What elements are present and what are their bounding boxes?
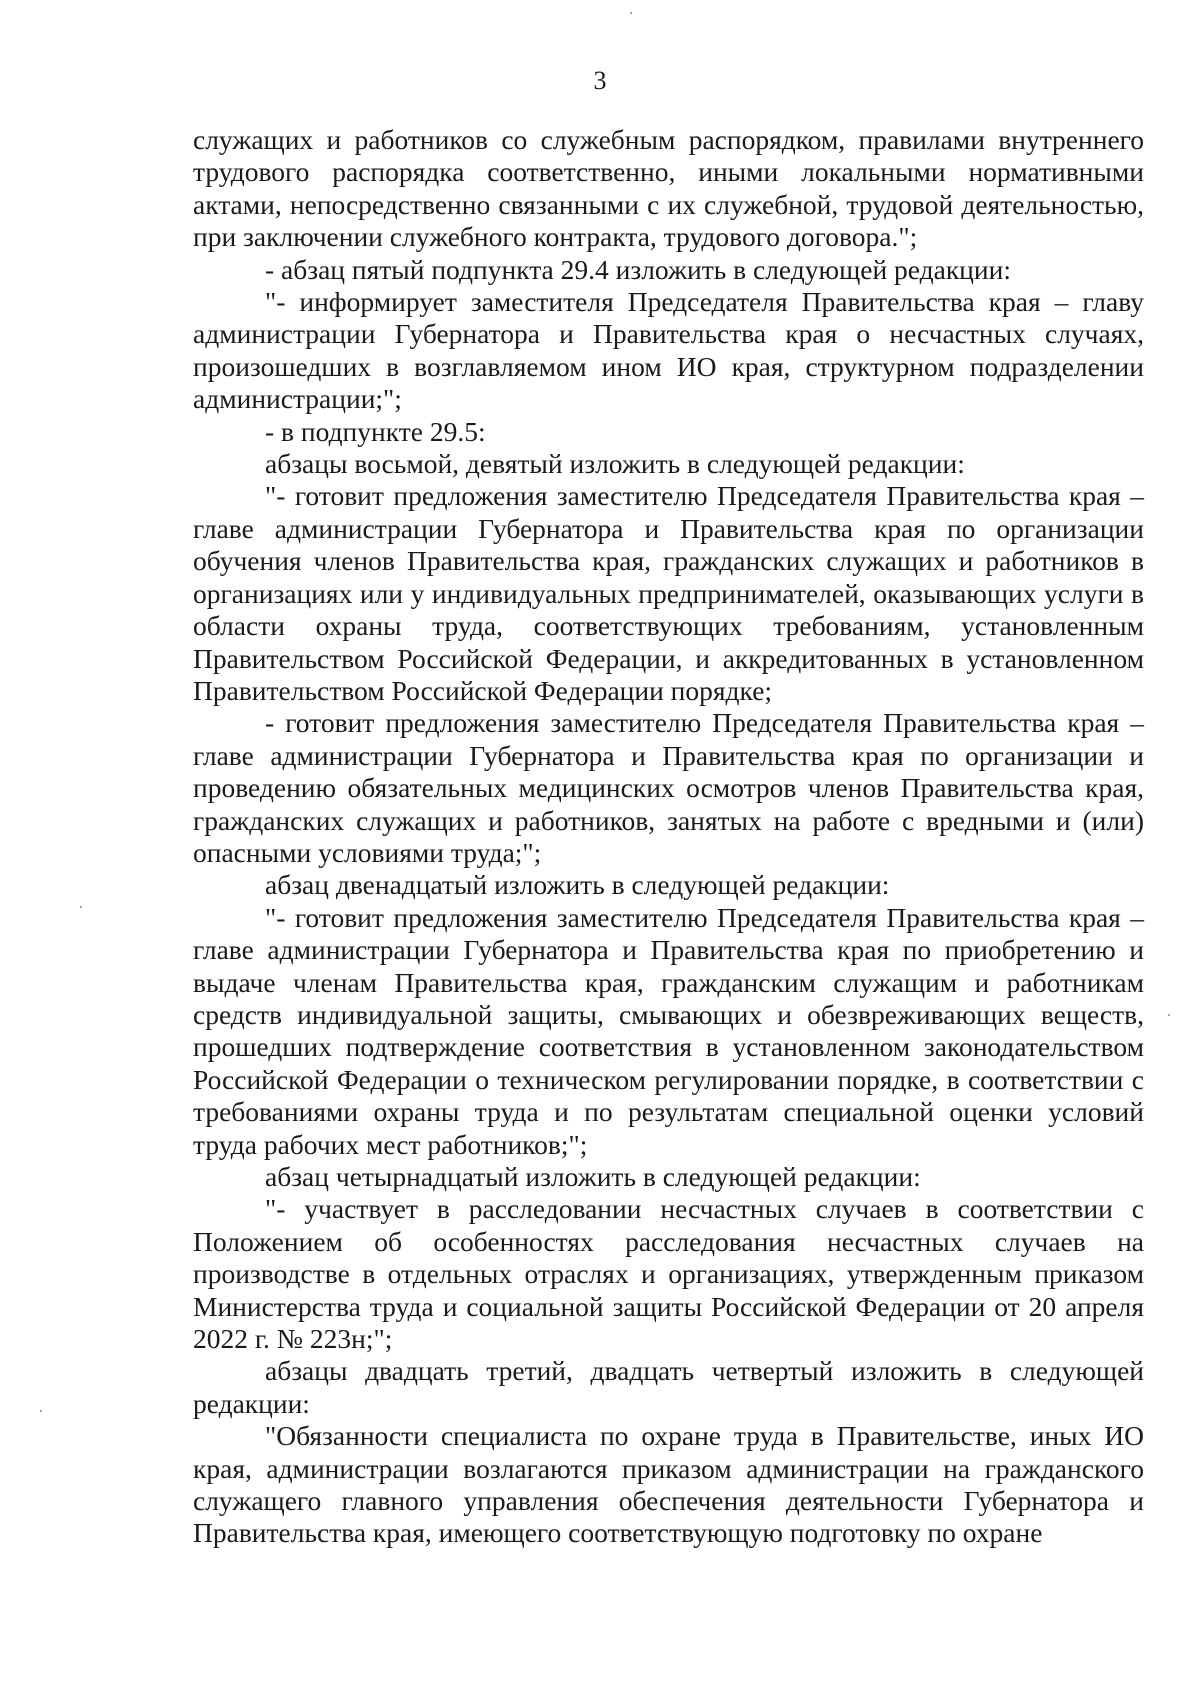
body-text — [193, 124, 1144, 1550]
scan-speck — [80, 906, 82, 908]
paragraph: "Обязанности специалиста по охране труда в Правительстве, иных ИО края, администрации возлагаются приказом администрации на гражданского служащего главного управления обеспечения деятельности Губернатора и Правительства края, имеющего соответствующую подготовку по охране — [193, 1420, 1144, 1549]
paragraph: абзац четырнадцатый изложить в следующей редакции: — [265, 1161, 921, 1192]
paragraph: "- информирует заместителя Председателя Правительства края – главу администрации Губернатора и Правительства края о несчастных случаях, произошедших в возглавляемом ином ИО края, структурном подразделении администрации;"; — [193, 286, 1144, 415]
paragraph: - готовит предложения заместителю Председателя Правительства края – главе администрации Губернатора и Правительства края по организации и проведению обязательных медицинских осмотров членов Правительства края, гражданских служащих и работников, занятых на работе с вредными и (или) опасными условиями труда;"; — [193, 707, 1144, 868]
paragraph: абзац двенадцатый изложить в следующей редакции: — [265, 869, 890, 901]
scan-speck — [40, 1410, 42, 1412]
page-number: 3 — [593, 66, 607, 95]
paragraph: - в подпункте 29.5: — [265, 415, 486, 447]
paragraph: абзацы восьмой, девятый изложить в следующей редакции: — [265, 448, 965, 480]
scan-speck — [630, 12, 632, 14]
paragraph: - абзац пятый подпункта 29.4 изложить в следующей редакции: — [265, 253, 1011, 285]
paragraph: служащих и работников со служебным распорядком, правилами внутреннего трудового распорядка соответственно, иными локальными нормативными актами, непосредственно связанными с их служебной, трудовой деятельностью, при заключении служебного контракта, трудового договора."; — [193, 124, 1144, 253]
scan-speck — [1168, 1014, 1170, 1016]
paragraph: абзацы двадцать третий, двадцать четвертый изложить в следующей редакции: — [193, 1355, 1144, 1419]
paragraph: "- готовит предложения заместителю Председателя Правительства края – главе администрации Губернатора и Правительства края по организации обучения членов Правительства края, гражданских служащих и работников в организациях или у индивидуальных предпринимателей, оказывающих услуги в области охраны труда, соответствующих требованиям, установленным Правительством Российской Федерации, и аккредитованных в установленном Правительством Российской Федерации порядке; — [193, 480, 1144, 706]
paragraph: "- готовит предложения заместителю Председателя Правительства края – главе администрации Губернатора и Правительства края по приобретению и выдаче членам Правительства края, гражданским служащим и работникам средств индивидуальной защиты, смывающих и обезвреживающих веществ, прошедших подтверждение соответствия в установленном законодательством Российской Федерации о техническом регулировании порядке, в соответствии с требованиями охраны труда и по результатам специальной оценки условий труда рабочих мест работников;"; — [193, 901, 1144, 1160]
paragraph: "- участвует в расследовании несчастных случаев в соответствии с Положением об особенностях расследования несчастных случаев на производстве в отдельных отраслях и организациях, утвержденным приказом Министерства труда и социальной защиты Российской Федерации от 20 апреля 2022 г. № 223н;"; — [193, 1193, 1144, 1355]
